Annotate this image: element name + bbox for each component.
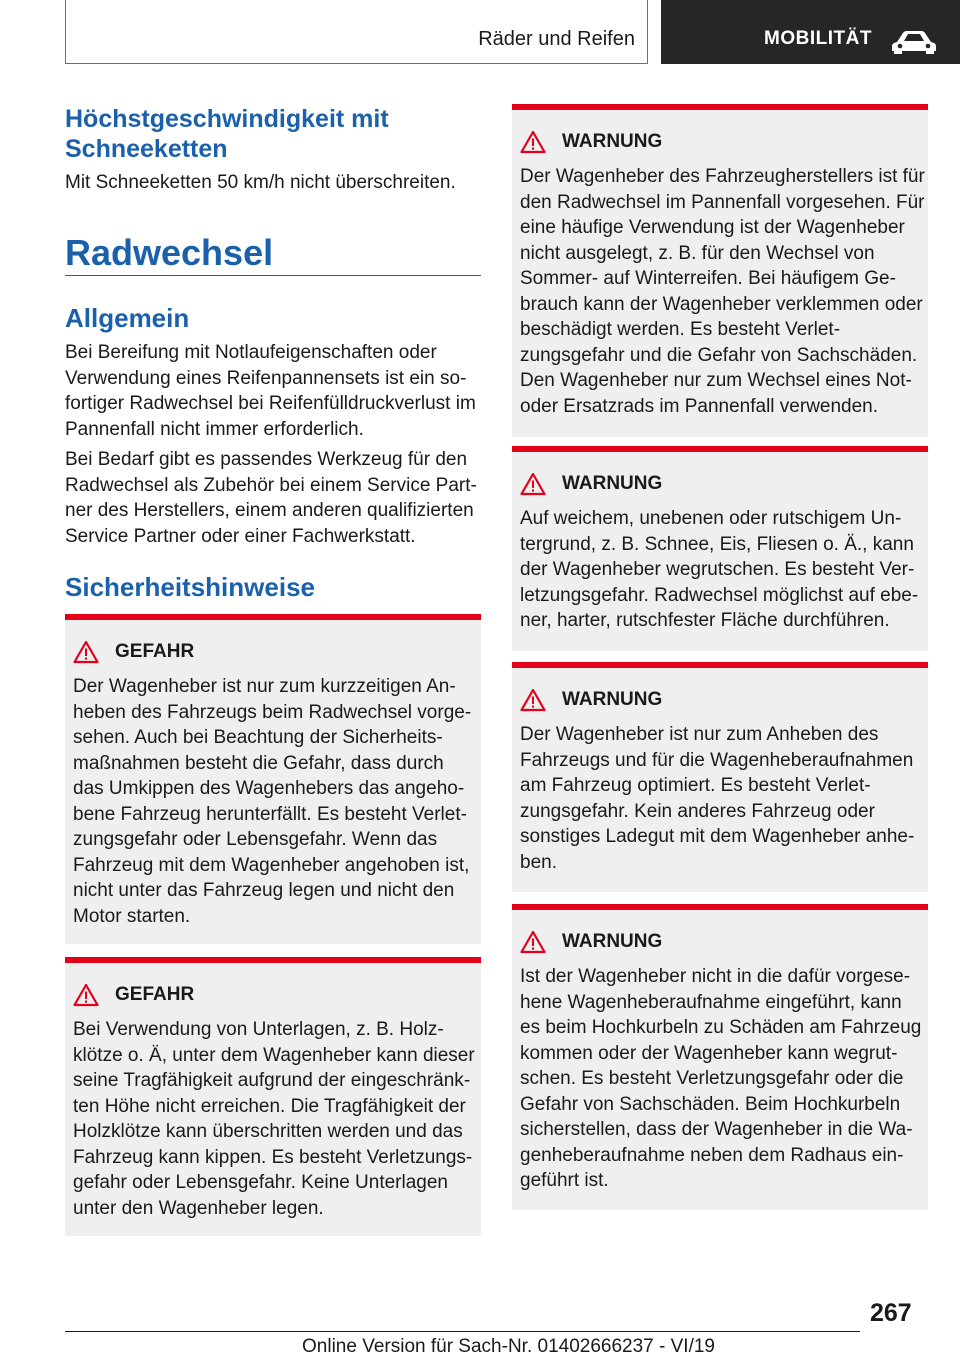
header-section-title: Räder und Reifen (478, 28, 635, 50)
warning-label: WARNUNG (562, 131, 663, 152)
heading-wheel-change: Radwechsel (65, 232, 274, 273)
warning-box-1 (512, 104, 928, 437)
heading-general: Allgemein (65, 303, 190, 333)
general-paragraph-2: Bei Bedarf gibt es passendes Werkzeug für den Radwechsel als Zubehör bei einem Service Partner des Herstellers, einem anderen qualifizierten Service Partner oder einer Fachwerkstatt. (65, 449, 477, 547)
warning-box-3 (512, 662, 928, 892)
warning-label: WARNUNG (562, 931, 663, 952)
warning-triangle-icon (520, 930, 546, 959)
danger-box-2 (65, 957, 481, 1236)
footer-online-version: Online Version für Sach-Nr. 01402666237 - VI/19 (302, 1336, 715, 1357)
warning-text: Auf weichem, unebenen oder rutschigem Untergrund, z. B. Schnee, Eis, Fliesen o. Ä., kann der Wagenheber wegrutschen. Es besteht Verletzungsgefahr. Radwechsel möglichst auf ebener, harter, rutschfester Fläche durchführen. (520, 508, 919, 631)
warning-text: Ist der Wagenheber nicht in die dafür vorgesehene Wagenheberaufnahme eingeführt, kann es beim Hochkurbeln zu Schäden am Fahrzeug kommen oder der Wagenheber kann wegrutschen. Es besteht Verletzungsgefahr oder die Gefahr von Sachschäden. Beim Hochkurbeln sicherstellen, dass der Wagenheber in die Wagenheberaufnahme neben dem Radhaus eingeführt ist. (520, 966, 922, 1191)
warning-box-2 (512, 446, 928, 651)
warning-triangle-icon (73, 983, 99, 1012)
warning-triangle-icon (73, 640, 99, 669)
warning-label: WARNUNG (562, 473, 663, 494)
warning-triangle-icon (520, 688, 546, 717)
heading-safety-notes: Sicherheitshinweise (65, 572, 315, 602)
warning-label: WARNUNG (562, 689, 663, 710)
general-paragraph-1: Bei Bereifung mit Notlaufeigenschaften oder Verwendung eines Reifenpannensets ist ein sofortiger Radwechsel bei Reifenfülldruckverlust im Pannenfall nicht immer erforderlich. (65, 342, 476, 440)
warning-box-4 (512, 904, 928, 1210)
danger-text: Bei Verwendung von Unterlagen, z. B. Holzklötze o. Ä, unter dem Wagenheber kann dieser seine Tragfähigkeit aufgrund der eingeschränkten Höhe nicht erreichen. Die Tragfähigkeit der Holzklötze kann überschritten werden und das Fahrzeug kann kippen. Es besteht Verletzungsgefahr oder Lebensgefahr. Keine Unterlagen unter den Wagenheber legen. (73, 1019, 475, 1219)
warning-triangle-icon (520, 130, 546, 159)
snow-chain-speed-text: Mit Schneeketten 50 km/h nicht überschreiten. (65, 172, 456, 193)
footer-divider (65, 1331, 860, 1332)
heading-snow-chain-speed: Höchstgeschwindigkeit mit Schneeketten (65, 105, 389, 163)
danger-box-1 (65, 614, 481, 944)
header-chapter-tab[interactable] (661, 0, 960, 64)
warning-text: Der Wagenheber ist nur zum Anheben des Fahrzeugs und für die Wagenheberaufnahmen am Fahrzeug optimiert. Es besteht Verletzungsgefahr. Kein anderes Fahrzeug oder sonstiges Ladegut mit dem Wagenheber anheben. (520, 724, 915, 873)
danger-label: GEFAHR (115, 984, 195, 1005)
heading-divider (65, 275, 481, 276)
warning-triangle-icon (520, 472, 546, 501)
car-icon (891, 30, 937, 59)
danger-text: Der Wagenheber ist nur zum kurzzeitigen Anheben des Fahrzeugs beim Radwechsel vorgesehen. Auch bei Beachtung der Sicherheitsmaßnahmen besteht die Gefahr, dass durch das Umkippen des Wagenhebers das angehobene Fahrzeug herunterfällt. Es besteht Verletzungsgefahr oder Lebensgefahr. Wenn das Fahrzeug mit dem Wagenheber angehoben ist, nicht unter das Fahrzeug legen und nicht den Motor starten. (73, 676, 472, 927)
danger-label: GEFAHR (115, 641, 195, 662)
warning-text: Der Wagenheber des Fahrzeugherstellers ist für den Radwechsel im Pannenfall vorgesehen. Für eine häufige Verwendung ist der Wagenheber nicht ausgelegt, z. B. für den Wechsel von Sommer- auf Winterreifen. Bei häufigem Gebrauch kann der Wagenheber verklemmen oder beschädigt werden. Es besteht Verletzungsgefahr und die Gefahr von Sachschäden. Den Wagenheber nur zum Wechsel eines Not- oder Ersatzrads im Pannenfall verwenden. (520, 166, 925, 417)
page-number: 267 (870, 1299, 912, 1327)
header-chapter-label: MOBILITÄT (764, 28, 872, 49)
